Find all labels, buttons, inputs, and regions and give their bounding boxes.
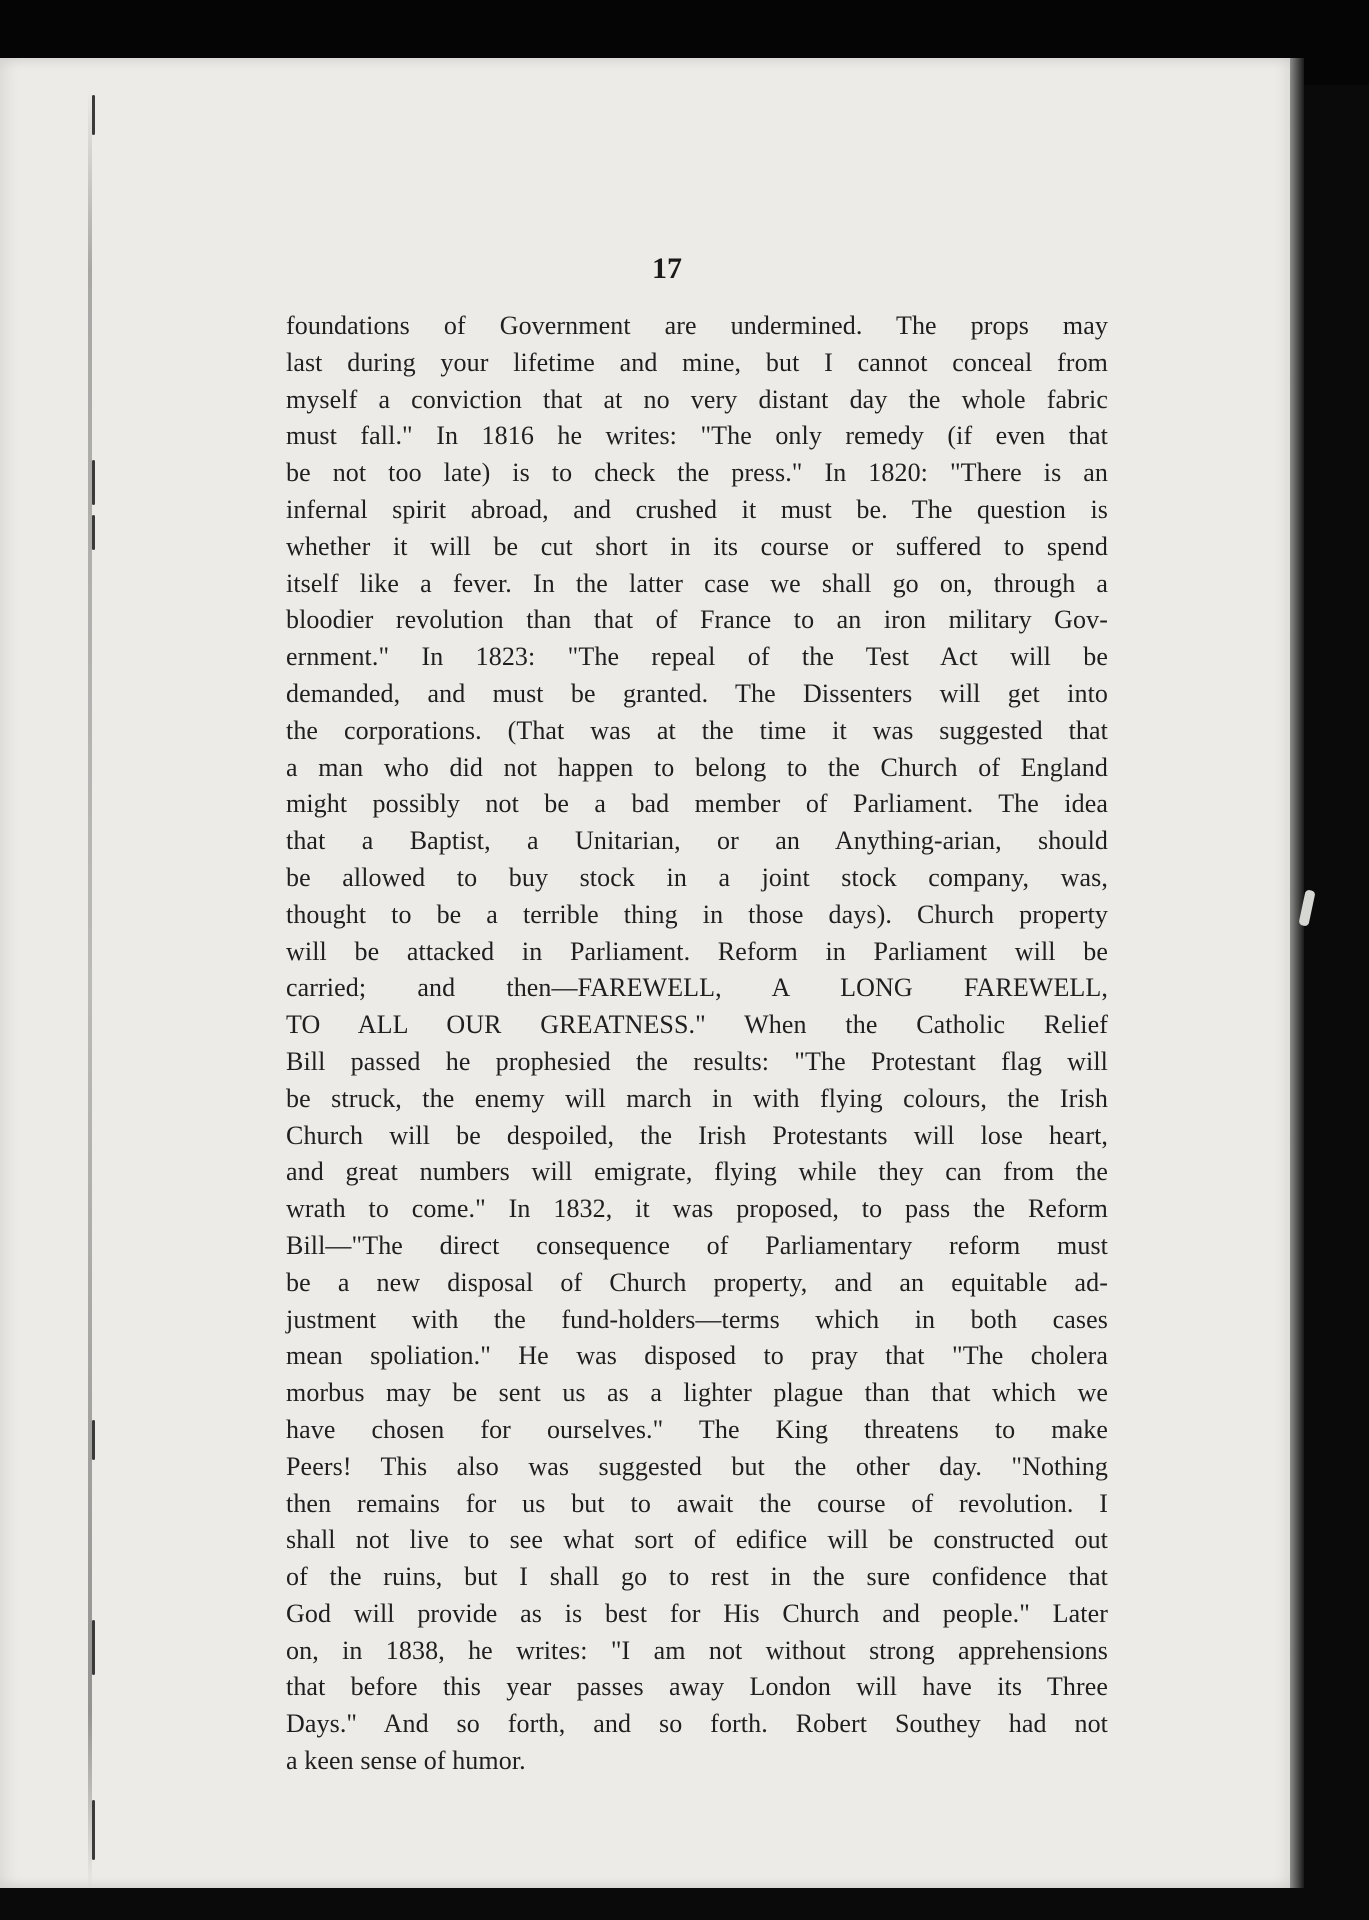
text-line: Bill—"The direct consequence of Parliamentary reform must <box>286 1230 1108 1260</box>
text-line: a man who did not happen to belong to the Church of England <box>286 752 1108 782</box>
text-line: myself a conviction that at no very distant day the whole fabric <box>286 384 1108 414</box>
text-line: ernment." In 1823: "The repeal of the Test Act will be <box>286 642 1108 672</box>
text-line: justment with the fund-holders—terms which in both cases <box>286 1304 1108 1334</box>
text-line: Peers! This also was suggested but the other day. "Nothing <box>286 1451 1108 1481</box>
text-line: have chosen for ourselves." The King threatens to make <box>286 1414 1108 1444</box>
text-line: shall not live to see what sort of edifice will be constructed out <box>286 1525 1108 1555</box>
gutter-mark <box>92 95 95 135</box>
text-line: be not too late) is to check the press." In 1820: "There is an <box>286 458 1108 488</box>
text-line: carried; and then—FAREWELL, A LONG FAREWELL, <box>286 973 1108 1003</box>
text-line: Church will be despoiled, the Irish Protestants will lose heart, <box>286 1120 1108 1150</box>
text-line: whether it will be cut short in its course or suffered to spend <box>286 531 1108 561</box>
text-line: and great numbers will emigrate, flying while they can from the <box>286 1157 1108 1187</box>
text-line: might possibly not be a bad member of Parliament. The idea <box>286 789 1108 819</box>
body-text <box>286 308 1108 1780</box>
gutter-mark <box>92 1420 95 1460</box>
text-line: morbus may be sent us as a lighter plague than that which we <box>286 1378 1108 1408</box>
text-line: last during your lifetime and mine, but I cannot conceal from <box>286 347 1108 377</box>
text-line: God will provide as is best for His Church and people." Later <box>286 1598 1108 1628</box>
text-line: then remains for us but to await the course of revolution. I <box>286 1488 1108 1518</box>
text-line: demanded, and must be granted. The Dissenters will get into <box>286 678 1108 708</box>
text-line: mean spoliation." He was disposed to pray that "The cholera <box>286 1341 1108 1371</box>
gutter-mark <box>92 515 95 550</box>
text-line: wrath to come." In 1832, it was proposed, to pass the Reform <box>286 1194 1108 1224</box>
text-line: thought to be a terrible thing in those days). Church property <box>286 899 1108 929</box>
text-line: Days." And so forth, and so forth. Robert Southey had not <box>286 1709 1108 1739</box>
text-line: infernal spirit abroad, and crushed it must be. The question is <box>286 494 1108 524</box>
gutter-mark <box>92 1800 95 1860</box>
text-line: will be attacked in Parliament. Reform in Parliament will be <box>286 936 1108 966</box>
text-line: that a Baptist, a Unitarian, or an Anything-arian, should <box>286 826 1108 856</box>
page-number: 17 <box>652 252 682 285</box>
text-line: be a new disposal of Church property, and an equitable ad- <box>286 1267 1108 1297</box>
text-line: that before this year passes away London will have its Three <box>286 1672 1108 1702</box>
text-line: bloodier revolution than that of France to an iron military Gov- <box>286 605 1108 635</box>
gutter-mark <box>92 1620 95 1675</box>
text-line: be struck, the enemy will march in with flying colours, the Irish <box>286 1083 1108 1113</box>
text-line: of the ruins, but I shall go to rest in the sure confidence that <box>286 1562 1108 1592</box>
text-line: itself like a fever. In the latter case we shall go on, through a <box>286 568 1108 598</box>
text-line: on, in 1838, he writes: "I am not without strong apprehensions <box>286 1635 1108 1665</box>
page-edge-shadow <box>1290 58 1304 1888</box>
text-line: TO ALL OUR GREATNESS." When the Catholic Relief <box>286 1010 1108 1040</box>
text-line: Bill passed he prophesied the results: "The Protestant flag will <box>286 1046 1108 1076</box>
gutter-mark <box>92 460 95 505</box>
text-line: foundations of Government are undermined. The props may <box>286 311 1108 340</box>
text-line: the corporations. (That was at the time it was suggested that <box>286 715 1108 745</box>
text-line: must fall." In 1816 he writes: "The only remedy (if even that <box>286 421 1108 451</box>
text-line: a keen sense of humor. <box>286 1746 526 1776</box>
text-line: be allowed to buy stock in a joint stock company, was, <box>286 862 1108 892</box>
